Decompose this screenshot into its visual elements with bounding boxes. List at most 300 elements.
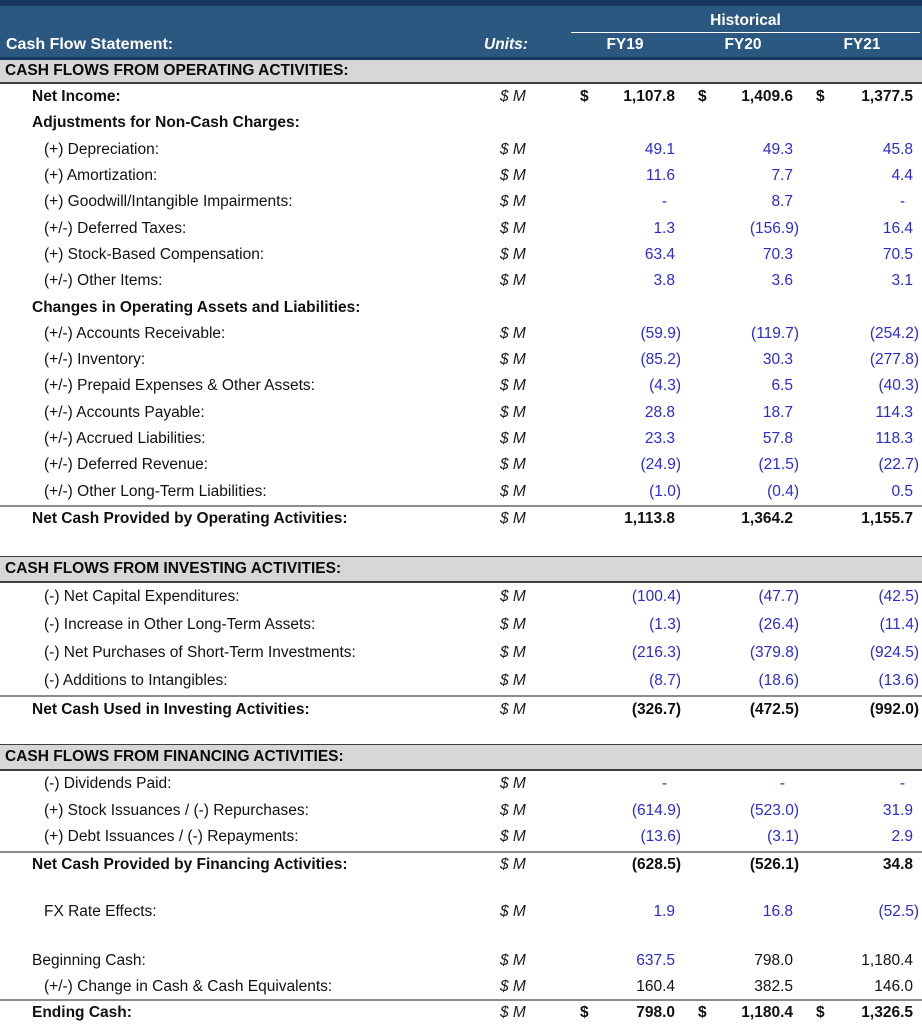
cell-value: 382.5 bbox=[754, 977, 793, 995]
row-label-cell[interactable] bbox=[0, 400, 476, 426]
units-cell[interactable] bbox=[476, 507, 566, 531]
cell-value: (47.7) bbox=[758, 588, 799, 606]
units-cell[interactable] bbox=[476, 84, 566, 110]
cell-value: 798.0 bbox=[636, 1003, 675, 1021]
cell-value: (523.0) bbox=[749, 801, 799, 819]
units-cell[interactable] bbox=[476, 242, 566, 268]
units-value: $ M bbox=[500, 219, 526, 237]
table-row bbox=[0, 110, 922, 136]
value-cell-fy20[interactable] bbox=[684, 137, 802, 163]
units-value: $ M bbox=[500, 588, 526, 606]
value-cell-fy19[interactable] bbox=[566, 400, 684, 426]
cell-value: (4.3) bbox=[649, 377, 681, 395]
value-cell-fy21[interactable] bbox=[802, 452, 922, 478]
dollar-sign: $ bbox=[580, 88, 589, 106]
cell-value: (326.7) bbox=[631, 701, 681, 719]
units-cell[interactable] bbox=[476, 771, 566, 798]
value-cell-fy20[interactable] bbox=[684, 321, 802, 347]
value-cell-fy19[interactable] bbox=[566, 583, 684, 611]
cell-value: (614.9) bbox=[631, 801, 681, 819]
table-row bbox=[0, 347, 922, 373]
cell-value: (3.1) bbox=[767, 828, 799, 846]
row-label: (+) Stock-Based Compensation: bbox=[44, 245, 265, 263]
value-cell-fy20[interactable] bbox=[684, 189, 802, 215]
value-cell-fy20[interactable] bbox=[684, 347, 802, 373]
value-cell-fy20[interactable] bbox=[684, 948, 802, 974]
column-header-fy19[interactable] bbox=[566, 33, 684, 57]
value-cell-fy20[interactable] bbox=[684, 974, 802, 999]
table-row bbox=[0, 452, 922, 478]
row-label-cell[interactable] bbox=[0, 452, 476, 478]
row-label-cell[interactable] bbox=[0, 189, 476, 215]
row-label-cell[interactable] bbox=[0, 697, 476, 723]
cell-value: - bbox=[899, 775, 905, 793]
row-label-cell[interactable] bbox=[0, 321, 476, 347]
units-value: $ M bbox=[500, 775, 526, 793]
value-cell-fy20[interactable] bbox=[684, 452, 802, 478]
table-row bbox=[0, 189, 922, 215]
value-cell-fy21[interactable] bbox=[802, 426, 922, 452]
cell-value: (85.2) bbox=[640, 351, 681, 369]
units-cell[interactable] bbox=[476, 163, 566, 189]
cell-value: 1,364.2 bbox=[741, 509, 793, 527]
header-empty-units-cell bbox=[476, 6, 566, 33]
cell-value: (277.8) bbox=[869, 351, 919, 369]
table-row bbox=[0, 583, 922, 611]
row-label: Net Cash Provided by Operating Activities: bbox=[32, 509, 348, 527]
units-cell[interactable] bbox=[476, 321, 566, 347]
cell-value: 3.6 bbox=[771, 272, 793, 290]
units-value: $ M bbox=[500, 140, 526, 158]
value-cell-fy20[interactable] bbox=[684, 84, 802, 110]
row-label-cell[interactable] bbox=[0, 583, 476, 611]
row-label-cell[interactable] bbox=[0, 268, 476, 294]
table-row bbox=[0, 771, 922, 798]
value-cell-fy19[interactable] bbox=[566, 798, 684, 825]
value-cell-fy19[interactable] bbox=[566, 373, 684, 399]
units-cell[interactable] bbox=[476, 1001, 566, 1024]
section-fx bbox=[0, 898, 922, 925]
row-label-cell[interactable] bbox=[0, 639, 476, 667]
table-row bbox=[0, 898, 922, 925]
row-label-cell[interactable] bbox=[0, 426, 476, 452]
units-cell[interactable] bbox=[832, 110, 922, 136]
units-cell[interactable] bbox=[476, 347, 566, 373]
value-cell-fy20[interactable] bbox=[684, 478, 802, 504]
value-cell-fy21[interactable] bbox=[802, 321, 922, 347]
row-label-cell[interactable] bbox=[0, 948, 476, 974]
units-cell[interactable] bbox=[476, 667, 566, 695]
value-cell-fy19[interactable] bbox=[566, 771, 684, 798]
value-cell-fy20[interactable] bbox=[684, 771, 802, 798]
units-header-cell[interactable] bbox=[476, 33, 566, 57]
cell-value: - bbox=[661, 775, 667, 793]
cell-value: 8.7 bbox=[771, 193, 793, 211]
units-cell[interactable] bbox=[476, 824, 566, 851]
units-value: $ M bbox=[500, 1003, 526, 1021]
row-label: (+) Goodwill/Intangible Impairments: bbox=[44, 193, 293, 211]
units-cell[interactable] bbox=[476, 426, 566, 452]
cell-value: 18.7 bbox=[762, 403, 793, 421]
value-cell-fy20[interactable] bbox=[684, 426, 802, 452]
row-label-cell[interactable] bbox=[0, 667, 476, 695]
table-row bbox=[0, 478, 922, 504]
cell-value: 0.5 bbox=[891, 482, 913, 500]
value-cell-fy19[interactable] bbox=[566, 697, 684, 723]
row-label-cell[interactable] bbox=[0, 771, 476, 798]
row-label-cell[interactable] bbox=[0, 294, 832, 320]
cell-value: (100.4) bbox=[631, 588, 681, 606]
units-value: $ M bbox=[500, 855, 526, 873]
value-cell-fy21[interactable] bbox=[802, 163, 922, 189]
units-cell[interactable] bbox=[476, 400, 566, 426]
cell-value: (26.4) bbox=[758, 616, 799, 634]
table-header bbox=[0, 0, 922, 60]
row-label-cell[interactable] bbox=[0, 84, 476, 110]
value-cell-fy20[interactable] bbox=[684, 163, 802, 189]
value-cell-fy21[interactable] bbox=[802, 798, 922, 825]
table-row bbox=[0, 215, 922, 241]
units-cell[interactable] bbox=[476, 948, 566, 974]
units-cell[interactable] bbox=[476, 583, 566, 611]
cell-value: 1,155.7 bbox=[861, 509, 913, 527]
row-label-cell[interactable] bbox=[0, 347, 476, 373]
cell-value: (0.4) bbox=[767, 482, 799, 500]
table-row bbox=[0, 948, 922, 974]
cell-value: (18.6) bbox=[758, 672, 799, 690]
units-value: $ M bbox=[500, 616, 526, 634]
row-label: (-) Net Purchases of Short-Term Investments: bbox=[44, 644, 356, 662]
value-cell-fy20[interactable] bbox=[684, 639, 802, 667]
value-cell-fy21[interactable] bbox=[802, 215, 922, 241]
cell-value: (13.6) bbox=[640, 828, 681, 846]
value-cell-fy20[interactable] bbox=[684, 507, 802, 531]
value-cell-fy20[interactable] bbox=[684, 611, 802, 639]
value-cell-fy21[interactable] bbox=[802, 347, 922, 373]
row-label: Adjustments for Non-Cash Charges: bbox=[32, 114, 300, 132]
units-value: $ M bbox=[500, 324, 526, 342]
units-value: $ M bbox=[500, 167, 526, 185]
value-cell-fy19[interactable] bbox=[566, 948, 684, 974]
value-cell-fy21[interactable] bbox=[802, 697, 922, 723]
units-cell[interactable] bbox=[476, 853, 566, 878]
value-cell-fy21[interactable] bbox=[802, 137, 922, 163]
units-value: $ M bbox=[500, 245, 526, 263]
cell-value: (472.5) bbox=[749, 701, 799, 719]
historical-group-header[interactable] bbox=[571, 12, 920, 33]
row-label-cell[interactable] bbox=[0, 163, 476, 189]
value-cell-fy21[interactable] bbox=[802, 898, 922, 925]
value-cell-fy19[interactable] bbox=[566, 189, 684, 215]
table-row bbox=[0, 137, 922, 163]
value-cell-fy21[interactable] bbox=[802, 478, 922, 504]
value-cell-fy21[interactable] bbox=[802, 639, 922, 667]
units-value: $ M bbox=[500, 403, 526, 421]
cell-value: 637.5 bbox=[636, 952, 675, 970]
cell-value: 23.3 bbox=[644, 430, 675, 447]
value-cell-fy20[interactable] bbox=[684, 242, 802, 268]
row-label: (+/-) Other Items: bbox=[44, 272, 163, 290]
value-cell-fy21[interactable] bbox=[802, 583, 922, 611]
units-value: $ M bbox=[500, 902, 526, 920]
value-cell-fy21[interactable] bbox=[802, 611, 922, 639]
value-cell-fy19[interactable] bbox=[566, 321, 684, 347]
value-cell-fy21[interactable] bbox=[802, 373, 922, 399]
value-cell-fy19[interactable] bbox=[566, 639, 684, 667]
units-value: $ M bbox=[500, 193, 526, 211]
units-cell[interactable] bbox=[476, 215, 566, 241]
table-row bbox=[0, 505, 922, 531]
table-row bbox=[0, 373, 922, 399]
cell-value: 1,409.6 bbox=[741, 88, 793, 106]
value-cell-fy19[interactable] bbox=[566, 478, 684, 504]
value-cell-fy19[interactable] bbox=[566, 84, 684, 110]
row-label-cell[interactable] bbox=[0, 215, 476, 241]
units-cell[interactable] bbox=[476, 697, 566, 723]
cell-value: 3.8 bbox=[653, 272, 675, 290]
row-label: Ending Cash: bbox=[32, 1003, 132, 1021]
table-row bbox=[0, 999, 922, 1024]
row-label-cell[interactable] bbox=[0, 798, 476, 825]
value-cell-fy21[interactable] bbox=[802, 189, 922, 215]
dollar-sign: $ bbox=[698, 88, 707, 106]
cell-value: - bbox=[899, 193, 905, 211]
value-cell-fy19[interactable] bbox=[566, 347, 684, 373]
row-label: (+/-) Accounts Receivable: bbox=[44, 324, 226, 342]
cell-value: 160.4 bbox=[636, 977, 675, 995]
units-cell[interactable] bbox=[476, 478, 566, 504]
table-row bbox=[0, 400, 922, 426]
value-cell-fy20[interactable] bbox=[684, 373, 802, 399]
section-cash bbox=[0, 948, 922, 1024]
value-cell-fy19[interactable] bbox=[566, 974, 684, 999]
value-cell-fy20[interactable] bbox=[684, 667, 802, 695]
row-label-cell[interactable] bbox=[0, 1001, 476, 1024]
cell-value: 1,180.4 bbox=[861, 952, 913, 970]
value-cell-fy20[interactable] bbox=[684, 697, 802, 723]
row-label-cell[interactable] bbox=[0, 898, 476, 925]
row-label: Beginning Cash: bbox=[32, 952, 146, 970]
row-label: (+/-) Accounts Payable: bbox=[44, 403, 205, 421]
row-label: (-) Net Capital Expenditures: bbox=[44, 588, 240, 606]
value-cell-fy21[interactable] bbox=[802, 1001, 922, 1024]
units-value: $ M bbox=[500, 456, 526, 474]
value-cell-fy20[interactable] bbox=[684, 583, 802, 611]
table-body bbox=[0, 60, 922, 1024]
section-header-label: CASH FLOWS FROM INVESTING ACTIVITIES: bbox=[5, 560, 342, 578]
table-row bbox=[0, 84, 922, 110]
units-header-label: Units: bbox=[484, 36, 528, 53]
cell-value: 31.9 bbox=[882, 801, 913, 819]
value-cell-fy19[interactable] bbox=[566, 137, 684, 163]
row-label: Net Income: bbox=[32, 88, 121, 106]
cell-value: (924.5) bbox=[869, 644, 919, 662]
table-row bbox=[0, 851, 922, 878]
cell-value: (59.9) bbox=[640, 324, 681, 342]
header-group-row bbox=[0, 6, 922, 33]
value-cell-fy19[interactable] bbox=[566, 426, 684, 452]
row-label: (+) Stock Issuances / (-) Repurchases: bbox=[44, 801, 309, 819]
units-cell[interactable] bbox=[476, 189, 566, 215]
units-cell[interactable] bbox=[476, 898, 566, 925]
cell-value: 146.0 bbox=[874, 977, 913, 995]
section-header-bar[interactable] bbox=[0, 556, 922, 583]
cell-value: (1.0) bbox=[649, 482, 681, 500]
section-header-bar[interactable] bbox=[0, 744, 922, 771]
row-label-cell[interactable] bbox=[0, 824, 476, 851]
value-cell-fy19[interactable] bbox=[566, 824, 684, 851]
sheet-title: Cash Flow Statement: bbox=[6, 36, 174, 53]
value-cell-fy21[interactable] bbox=[802, 242, 922, 268]
row-label-cell[interactable] bbox=[0, 974, 476, 999]
value-cell-fy19[interactable] bbox=[566, 163, 684, 189]
row-label-cell[interactable] bbox=[0, 137, 476, 163]
value-cell-fy20[interactable] bbox=[684, 268, 802, 294]
value-cell-fy21[interactable] bbox=[802, 84, 922, 110]
value-cell-fy19[interactable] bbox=[566, 667, 684, 695]
cell-value: 16.8 bbox=[762, 902, 793, 920]
value-cell-fy19[interactable] bbox=[566, 898, 684, 925]
section-header-label: CASH FLOWS FROM FINANCING ACTIVITIES: bbox=[5, 748, 344, 766]
units-value: $ M bbox=[500, 828, 526, 846]
value-cell-fy19[interactable] bbox=[566, 242, 684, 268]
fy19-label: FY19 bbox=[606, 36, 644, 53]
value-cell-fy21[interactable] bbox=[802, 948, 922, 974]
cell-value: (216.3) bbox=[631, 644, 681, 662]
cell-value: - bbox=[779, 775, 785, 793]
value-cell-fy20[interactable] bbox=[684, 1001, 802, 1024]
cell-value: (13.6) bbox=[878, 672, 919, 690]
table-row bbox=[0, 321, 922, 347]
cell-value: - bbox=[661, 193, 667, 211]
value-cell-fy19[interactable] bbox=[566, 507, 684, 531]
row-label: (+) Amortization: bbox=[44, 167, 158, 185]
row-label: (+) Depreciation: bbox=[44, 140, 160, 158]
value-cell-fy19[interactable] bbox=[566, 611, 684, 639]
column-header-fy21[interactable] bbox=[802, 33, 922, 57]
section-operating bbox=[0, 60, 922, 531]
row-label: Net Cash Used in Investing Activities: bbox=[32, 701, 310, 719]
row-label-cell[interactable] bbox=[0, 478, 476, 504]
value-cell-fy20[interactable] bbox=[684, 400, 802, 426]
cell-value: 1,113.8 bbox=[624, 509, 675, 527]
value-cell-fy20[interactable] bbox=[684, 215, 802, 241]
cell-value: (156.9) bbox=[749, 219, 799, 237]
units-value: $ M bbox=[500, 430, 526, 447]
units-value: $ M bbox=[500, 351, 526, 369]
cell-value: (40.3) bbox=[878, 377, 919, 395]
cell-value: 2.9 bbox=[891, 828, 913, 846]
value-cell-fy19[interactable] bbox=[566, 1001, 684, 1024]
value-cell-fy19[interactable] bbox=[566, 268, 684, 294]
dollar-sign: $ bbox=[580, 1003, 589, 1021]
section-spacer bbox=[0, 877, 922, 898]
value-cell-fy20[interactable] bbox=[684, 798, 802, 825]
value-cell-fy21[interactable] bbox=[802, 268, 922, 294]
cell-value: 3.1 bbox=[891, 272, 913, 290]
value-cell-fy20[interactable] bbox=[684, 824, 802, 851]
cell-value: 1.9 bbox=[653, 902, 675, 920]
value-cell-fy21[interactable] bbox=[802, 400, 922, 426]
row-label: (+/-) Deferred Revenue: bbox=[44, 456, 209, 474]
units-cell[interactable] bbox=[476, 452, 566, 478]
row-label-cell[interactable] bbox=[0, 110, 832, 136]
section-investing bbox=[0, 556, 922, 723]
units-cell[interactable] bbox=[476, 639, 566, 667]
value-cell-fy21[interactable] bbox=[802, 771, 922, 798]
cell-value: (21.5) bbox=[758, 456, 799, 474]
units-cell[interactable] bbox=[832, 294, 922, 320]
table-row bbox=[0, 695, 922, 723]
value-cell-fy21[interactable] bbox=[802, 507, 922, 531]
row-label: (+/-) Change in Cash & Cash Equivalents: bbox=[44, 977, 333, 995]
units-cell[interactable] bbox=[476, 798, 566, 825]
units-value: $ M bbox=[500, 801, 526, 819]
cell-value: 1,377.5 bbox=[861, 88, 913, 106]
dollar-sign: $ bbox=[816, 88, 825, 106]
value-cell-fy19[interactable] bbox=[566, 215, 684, 241]
dollar-sign: $ bbox=[816, 1003, 825, 1021]
value-cell-fy21[interactable] bbox=[802, 853, 922, 878]
cell-value: 57.8 bbox=[762, 430, 793, 447]
units-cell[interactable] bbox=[476, 137, 566, 163]
historical-label: Historical bbox=[710, 12, 781, 29]
table-row bbox=[0, 426, 922, 452]
value-cell-fy20[interactable] bbox=[684, 853, 802, 878]
row-label: (-) Increase in Other Long-Term Assets: bbox=[44, 616, 316, 634]
cell-value: 7.7 bbox=[771, 167, 793, 185]
row-label: (+/-) Accrued Liabilities: bbox=[44, 430, 206, 447]
row-label: Net Cash Provided by Financing Activities: bbox=[32, 855, 348, 873]
cell-value: 70.3 bbox=[762, 245, 793, 263]
units-cell[interactable] bbox=[476, 373, 566, 399]
row-label-cell[interactable] bbox=[0, 242, 476, 268]
section-header-bar[interactable] bbox=[0, 60, 922, 84]
cell-value: 16.4 bbox=[882, 219, 913, 237]
cell-value: 45.8 bbox=[882, 140, 913, 158]
value-cell-fy19[interactable] bbox=[566, 853, 684, 878]
row-label: (+/-) Other Long-Term Liabilities: bbox=[44, 482, 267, 500]
cell-value: 1,180.4 bbox=[741, 1003, 793, 1021]
units-value: $ M bbox=[500, 509, 526, 527]
header-empty-cell bbox=[0, 6, 476, 33]
cell-value: 1,107.8 bbox=[623, 88, 675, 106]
fy20-label: FY20 bbox=[724, 36, 762, 53]
units-cell[interactable] bbox=[476, 268, 566, 294]
row-label-cell[interactable] bbox=[0, 373, 476, 399]
value-cell-fy21[interactable] bbox=[802, 824, 922, 851]
units-value: $ M bbox=[500, 272, 526, 290]
value-cell-fy21[interactable] bbox=[802, 974, 922, 999]
units-cell[interactable] bbox=[476, 974, 566, 999]
table-row bbox=[0, 639, 922, 667]
units-value: $ M bbox=[500, 977, 526, 995]
row-label-cell[interactable] bbox=[0, 507, 476, 531]
cell-value: 28.8 bbox=[644, 403, 675, 421]
table-row bbox=[0, 611, 922, 639]
value-cell-fy20[interactable] bbox=[684, 898, 802, 925]
units-value: $ M bbox=[500, 482, 526, 500]
table-row bbox=[0, 294, 922, 320]
value-cell-fy21[interactable] bbox=[802, 667, 922, 695]
row-label-cell[interactable] bbox=[0, 853, 476, 878]
column-header-fy20[interactable] bbox=[684, 33, 802, 57]
value-cell-fy19[interactable] bbox=[566, 452, 684, 478]
cell-value: (379.8) bbox=[749, 644, 799, 662]
row-label-cell[interactable] bbox=[0, 611, 476, 639]
sheet-title-cell[interactable] bbox=[0, 33, 476, 57]
units-cell[interactable] bbox=[476, 611, 566, 639]
